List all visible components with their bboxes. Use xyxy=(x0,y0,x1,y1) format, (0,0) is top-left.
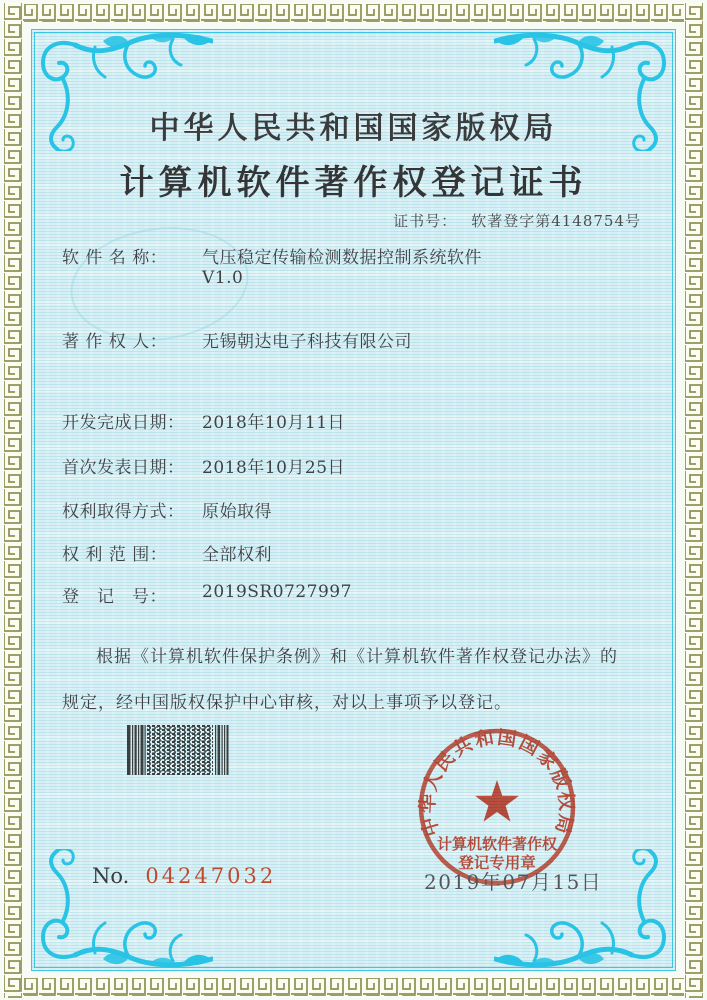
certificate-number-label: 证书号： xyxy=(393,212,458,230)
field-value: 2018年10月25日 xyxy=(202,458,346,478)
statement-line: 规定，经中国版权保护中心审核，对以上事项予以登记。 xyxy=(62,693,512,713)
field-label: 首次发表日期： xyxy=(62,458,185,478)
greek-key-border-left xyxy=(3,2,23,998)
serial-number-line xyxy=(92,864,276,888)
field-row-dev-complete-date xyxy=(62,408,345,433)
field-row-registration-number xyxy=(62,582,352,607)
field-row-copyright-owner xyxy=(62,327,412,352)
field-value: 2018年10月11日 xyxy=(202,413,346,433)
seal-caption-line2: 登记专用章 xyxy=(458,853,536,872)
certificate-number-value: 软著登字第4148754号 xyxy=(471,212,641,230)
field-label: 著 作 权 人： xyxy=(62,332,168,352)
greek-key-border-top xyxy=(2,3,705,23)
field-label: 登 记 号： xyxy=(62,587,167,607)
field-value xyxy=(202,243,482,288)
field-row-rights-acquisition xyxy=(62,497,272,522)
barcode xyxy=(127,725,237,775)
field-value: 全部权利 xyxy=(202,545,272,565)
field-row-software-name xyxy=(62,243,482,288)
software-version: V1.0 xyxy=(202,268,244,288)
serial-label: No. xyxy=(92,864,130,888)
statement-line: 根据《计算机软件保护条例》和《计算机软件著作权登记办法》的 xyxy=(96,647,618,667)
field-label: 权 利 范 围： xyxy=(62,545,168,565)
field-label: 开发完成日期： xyxy=(62,413,185,433)
issue-date: 2019年07月15日 xyxy=(424,870,603,894)
official-seal xyxy=(415,725,579,889)
greek-key-border-bottom xyxy=(2,977,705,997)
issuing-authority-title: 中华人民共和国国家版权局 xyxy=(149,111,558,146)
greek-key-border-right xyxy=(684,2,704,998)
certificate-title: 计算机软件著作权登记证书 xyxy=(119,163,588,203)
seal-ring-text: 中华人民共和国国家版权局 xyxy=(416,726,578,839)
seal-caption-line1: 计算机软件著作权 xyxy=(436,835,558,853)
star-icon xyxy=(475,780,519,822)
field-row-rights-scope xyxy=(62,540,272,565)
registration-statement xyxy=(62,634,640,726)
field-label: 软 件 名 称： xyxy=(62,248,168,268)
field-label: 权利取得方式： xyxy=(62,502,185,522)
field-value: 原始取得 xyxy=(202,502,272,522)
field-row-first-publish-date xyxy=(62,453,345,478)
certificate-number-line xyxy=(393,210,641,231)
software-name: 气压稳定传输检测数据控制系统软件 xyxy=(202,248,482,268)
field-value: 无锡朝达电子科技有限公司 xyxy=(202,332,412,352)
field-value: 2019SR0727997 xyxy=(202,582,352,602)
serial-number: 04247032 xyxy=(145,864,277,888)
